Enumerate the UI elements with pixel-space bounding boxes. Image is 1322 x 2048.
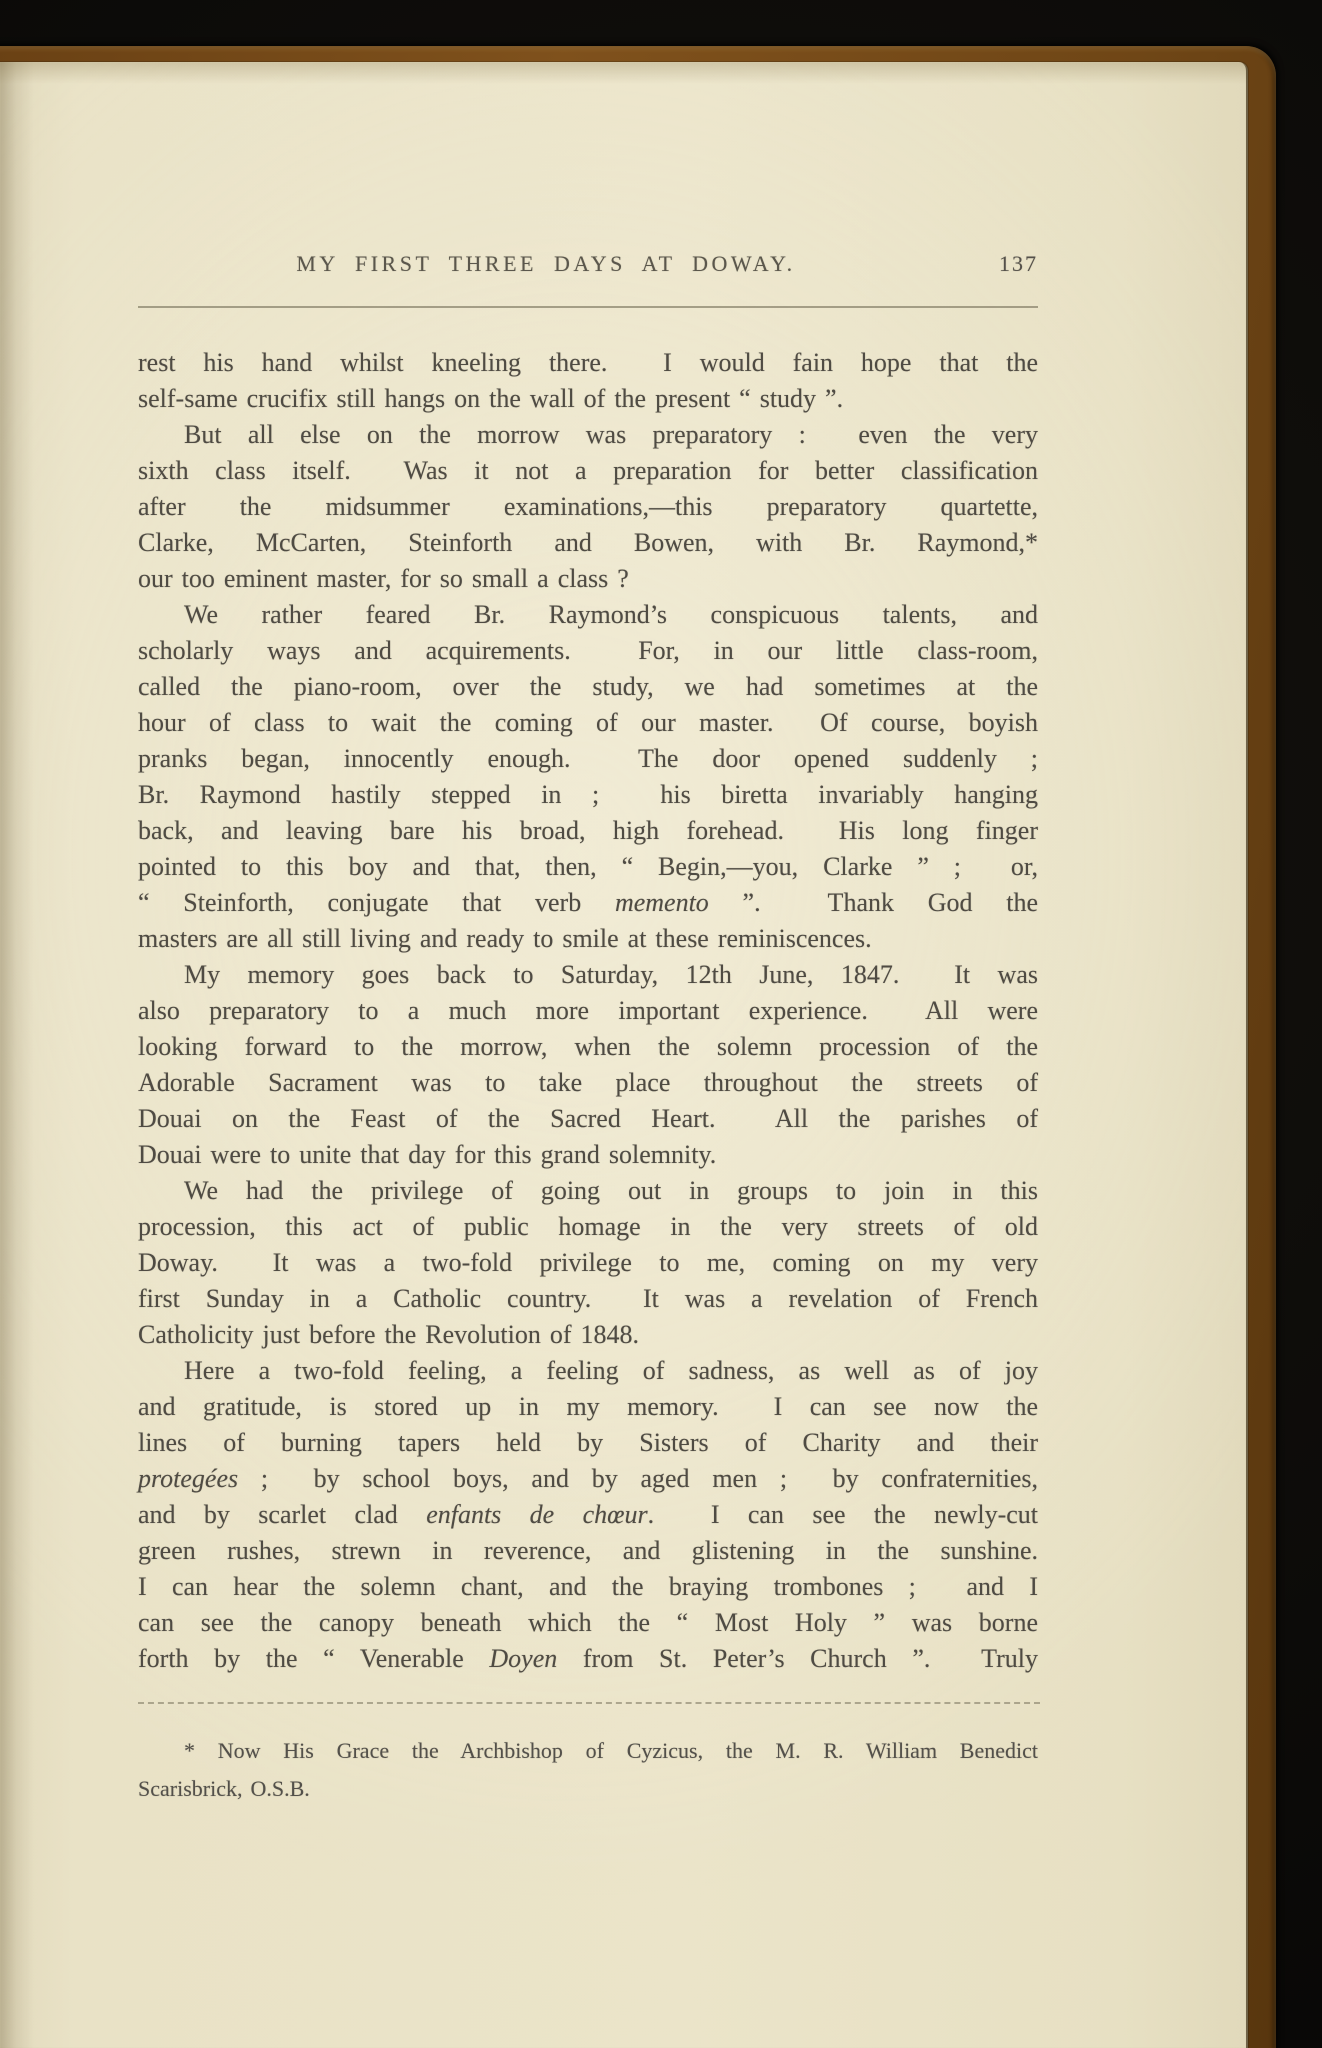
footnote	[138, 1732, 1038, 1808]
text-line: and by scarlet clad enfants de chœur. I can see the newly-cut	[138, 1500, 1038, 1529]
text-line: Douai were to unite that day for this grand solemnity.	[138, 1140, 717, 1169]
text-line: forth by the “ Venerable Doyen from St. Peter’s Church ”. Truly	[138, 1644, 1038, 1673]
text-line: can see the canopy beneath which the “ Most Holy ” was borne	[138, 1608, 1038, 1637]
text-line: sixth class itself. Was it not a preparation for better classification	[138, 456, 1038, 485]
text-line: scholarly ways and acquirements. For, in our little class-room,	[138, 636, 1038, 665]
text-line: self-same crucifix still hangs on the wall of the present “ study ”.	[138, 384, 844, 413]
text-line: procession, this act of public homage in the very streets of old	[138, 1212, 1038, 1241]
text-line: pointed to this boy and that, then, “ Begin,—you, Clarke ” ; or,	[138, 852, 1038, 881]
text-line: Adorable Sacrament was to take place throughout the streets of	[138, 1068, 1038, 1097]
text-line: first Sunday in a Catholic country. It was a revelation of French	[138, 1284, 1038, 1313]
footnote-line: Scarisbrick, O.S.B.	[138, 1776, 310, 1801]
text-line: My memory goes back to Saturday, 12th June, 1847. It was	[184, 960, 1038, 989]
text-line: back, and leaving bare his broad, high forehead. His long finger	[138, 816, 1038, 845]
text-line: Catholicity just before the Revolution of 1848.	[138, 1320, 639, 1349]
text-line: Doway. It was a two-fold privilege to me, coming on my very	[138, 1248, 1038, 1277]
text-line: Br. Raymond hastily stepped in ; his biretta invariably hanging	[138, 780, 1038, 809]
text-line: looking forward to the morrow, when the solemn procession of the	[138, 1032, 1038, 1061]
text-line: lines of burning tapers held by Sisters of Charity and their	[138, 1428, 1038, 1457]
text-line: But all else on the morrow was preparatory : even the very	[184, 420, 1038, 449]
text-line: and gratitude, is stored up in my memory. I can see now the	[138, 1392, 1038, 1421]
text-line: Clarke, McCarten, Steinforth and Bowen, with Br. Raymond,*	[138, 528, 1038, 557]
text-line: pranks began, innocently enough. The door opened suddenly ;	[138, 744, 1038, 773]
text-line: Here a two-fold feeling, a feeling of sadness, as well as of joy	[184, 1356, 1038, 1385]
text-line: after the midsummer examinations,—this preparatory quartette,	[138, 492, 1038, 521]
text-line: hour of class to wait the coming of our master. Of course, boyish	[138, 708, 1038, 737]
text-line: our too eminent master, for so small a class ?	[138, 564, 629, 593]
text-line: I can hear the solemn chant, and the braying trombones ; and I	[138, 1572, 1038, 1601]
text-line: We rather feared Br. Raymond’s conspicuous talents, and	[184, 600, 1038, 629]
text-line: also preparatory to a much more important experience. All were	[138, 996, 1038, 1025]
text-line: called the piano-room, over the study, we had sometimes at the	[138, 672, 1038, 701]
text-line: green rushes, strewn in reverence, and glistening in the sunshine.	[138, 1536, 1038, 1565]
book-page	[0, 62, 1248, 2048]
footnote-line: * Now His Grace the Archbishop of Cyzicus, the M. R. William Benedict	[184, 1738, 1038, 1763]
text-line: “ Steinforth, conjugate that verb memento ”. Thank God the	[138, 888, 1038, 917]
page-body-text	[138, 345, 1038, 1677]
text-line: masters are all still living and ready to smile at these reminiscences.	[138, 924, 872, 953]
text-line: We had the privilege of going out in groups to join in this	[184, 1176, 1038, 1205]
header-rule	[138, 306, 1038, 308]
text-line: Douai on the Feast of the Sacred Heart. All the parishes of	[138, 1104, 1038, 1133]
running-header	[138, 251, 1038, 281]
text-line: rest his hand whilst kneeling there. I would fain hope that the	[138, 348, 1038, 377]
page-number: 137	[999, 251, 1038, 276]
footnote-separator	[138, 1702, 1040, 1704]
text-line: protegées ; by school boys, and by aged men ; by confraternities,	[138, 1464, 1038, 1493]
running-header-title: MY FIRST THREE DAYS AT DOWAY.	[296, 251, 796, 276]
